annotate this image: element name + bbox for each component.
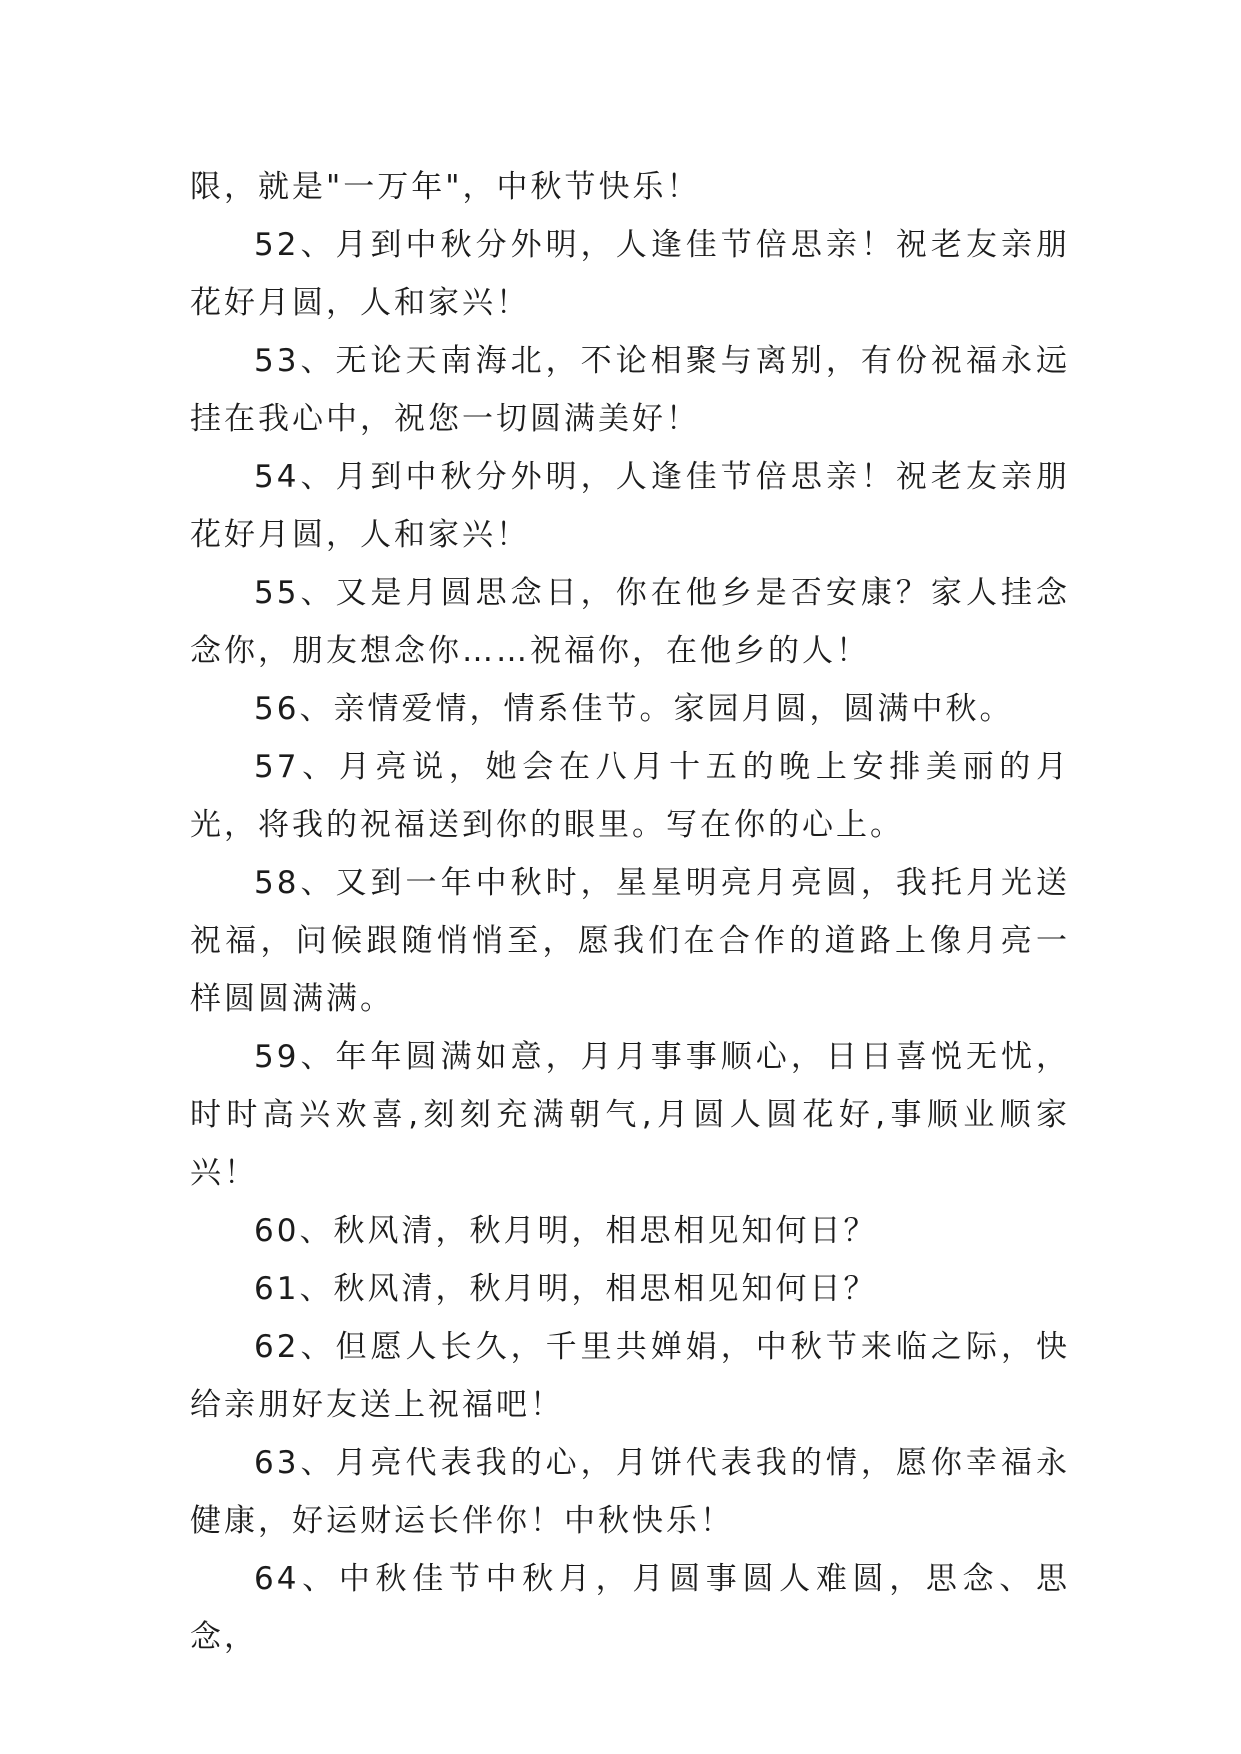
paragraph-61: 61、秋风清，秋月明，相思相见知何日？ [254, 1271, 878, 1307]
paragraph-62: 62、但愿人长久，千里共婵娟，中秋节来临之际，快给亲朋好友送上祝福吧！ [190, 1329, 1070, 1423]
paragraph-52: 52、月到中秋分外明，人逢佳节倍思亲！祝老友亲朋花好月圆，人和家兴！ [190, 227, 1070, 321]
paragraph-51-continued: 限，就是"一万年"，中秋节快乐！ [190, 169, 701, 205]
paragraph-63: 63、月亮代表我的心，月饼代表我的情，愿你幸福永健康，好运财运长伴你！中秋快乐！ [190, 1445, 1070, 1539]
paragraph-58: 58、又到一年中秋时，星星明亮月亮圆，我托月光送祝福，问候跟随悄悄至，愿我们在合作的道路上像月亮一样圆圆满满。 [190, 865, 1070, 1017]
document-body [190, 158, 1070, 1666]
paragraph-53: 53、无论天南海北，不论相聚与离别，有份祝福永远挂在我心中，祝您一切圆满美好！ [190, 343, 1070, 437]
paragraph-64: 64、中秋佳节中秋月，月圆事圆人难圆，思念、思念， [190, 1561, 1070, 1655]
paragraph-54: 54、月到中秋分外明，人逢佳节倍思亲！祝老友亲朋花好月圆，人和家兴！ [190, 459, 1070, 553]
paragraph-55: 55、又是月圆思念日，你在他乡是否安康？家人挂念念你，朋友想念你……祝福你，在他乡的人！ [190, 575, 1070, 669]
paragraph-59: 59、年年圆满如意，月月事事顺心，日日喜悦无忧，时时高兴欢喜,刻刻充满朝气,月圆人圆花好,事顺业顺家兴！ [190, 1039, 1070, 1191]
paragraph-56: 56、亲情爱情，情系佳节。家园月圆，圆满中秋。 [254, 691, 1014, 727]
paragraph-60: 60、秋风清，秋月明，相思相见知何日？ [254, 1213, 878, 1249]
paragraph-57: 57、月亮说，她会在八月十五的晚上安排美丽的月光，将我的祝福送到你的眼里。写在你的心上。 [190, 749, 1070, 843]
